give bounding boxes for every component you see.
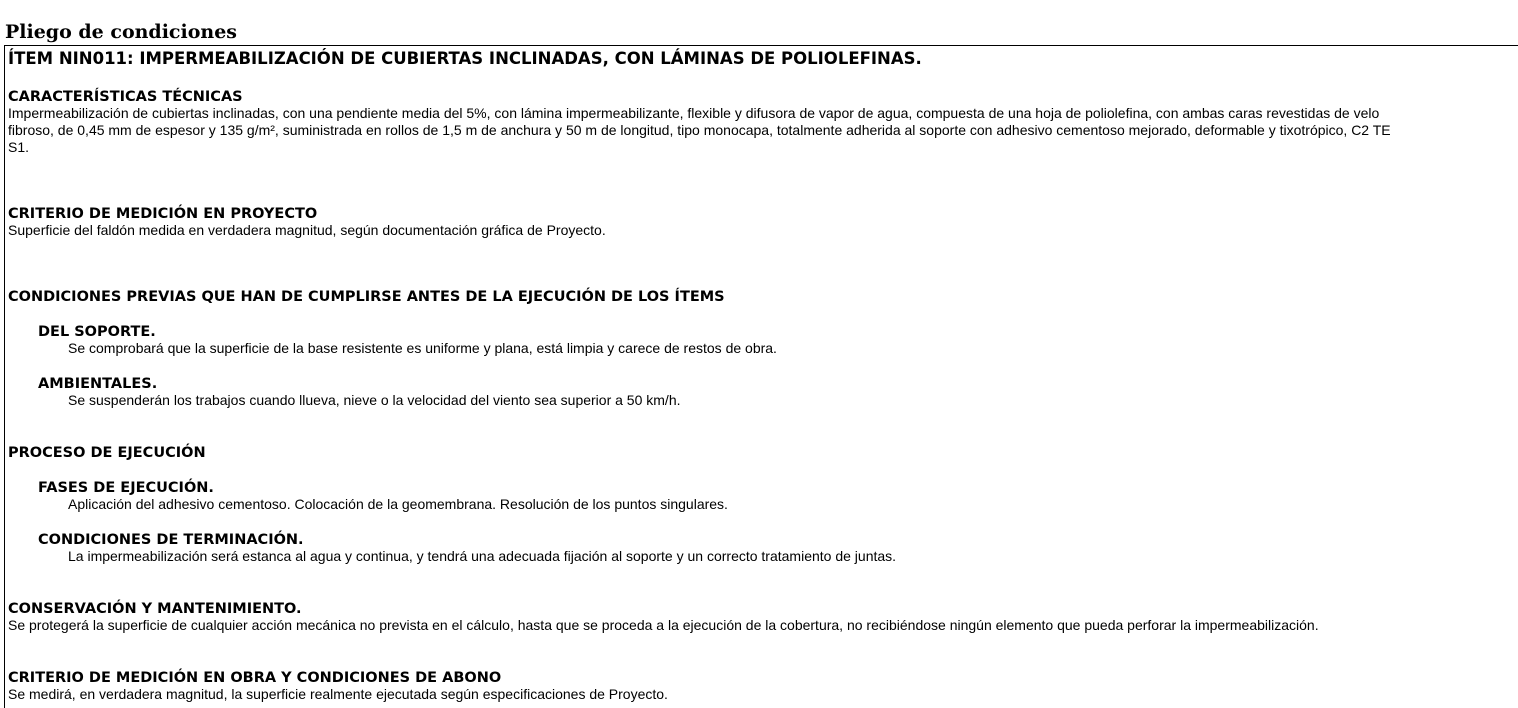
soporte-text: Se comprobará que la superficie de la base resistente es uniforme y plana, está limpia y carece de restos de obra. [68,340,777,356]
section-heading-condiciones-previas: CONDICIONES PREVIAS QUE HAN DE CUMPLIRSE ANTES DE LA EJECUCIÓN DE LOS ÍTEMS [8,289,725,305]
item-title: ÍTEM NIN011: IMPERMEABILIZACIÓN DE CUBIERTAS INCLINADAS, CON LÁMINAS DE POLIOLEFINAS. [8,49,922,68]
conservacion-text: Se protegerá la superficie de cualquier acción mecánica no prevista en el cálculo, hasta que se proceda a la ejecución de la cobertura, no recibiéndose ningún elemento que pueda perforar la impermeabilización. [8,617,1319,633]
criterio-obra-text: Se medirá, en verdadera magnitud, la superficie realmente ejecutada según especificaciones de Proyecto. [8,686,668,702]
page-title: Pliego de condiciones [5,21,237,43]
section-heading-conservacion: CONSERVACIÓN Y MANTENIMIENTO. [8,601,302,617]
fases-text: Aplicación del adhesivo cementoso. Colocación de la geomembrana. Resolución de los puntos singulares. [68,496,728,512]
caracteristicas-line-1: Impermeabilización de cubiertas inclinadas, con una pendiente media del 5%, con lámina impermeabilizante, flexible y difusora de vapor de agua, compuesta de una hoja de poliolefina, con ambas caras revestidas de velo [8,105,1380,121]
criterio-proyecto-text: Superficie del faldón medida en verdadera magnitud, según documentación gráfica de Proyecto. [8,222,606,238]
section-heading-caracteristicas: CARACTERÍSTICAS TÉCNICAS [8,89,243,105]
terminacion-text: La impermeabilización será estanca al agua y continua, y tendrá una adecuada fijación al soporte y un correcto tratamiento de juntas. [68,548,897,564]
subheading-ambientales: AMBIENTALES. [38,376,158,392]
caracteristicas-line-3: S1. [8,139,30,155]
section-heading-criterio-proyecto: CRITERIO DE MEDICIÓN EN PROYECTO [8,206,318,222]
ambientales-text: Se suspenderán los trabajos cuando llueva, nieve o la velocidad del viento sea superior a 50 km/h. [68,392,681,408]
section-heading-proceso: PROCESO DE EJECUCIÓN [8,445,206,461]
section-heading-criterio-obra: CRITERIO DE MEDICIÓN EN OBRA Y CONDICIONES DE ABONO [8,670,502,686]
subheading-fases: FASES DE EJECUCIÓN. [38,480,214,496]
subheading-terminacion: CONDICIONES DE TERMINACIÓN. [38,532,304,548]
subheading-soporte: DEL SOPORTE. [38,324,156,340]
caracteristicas-line-2: fibroso, de 0,45 mm de espesor y 135 g/m², suministrada en rollos de 1,5 m de anchura y 50 m de longitud, tipo monocapa, totalmente adherida al soporte con adhesivo cementoso mejorado, deformable y tixotrópico, C2 TE [8,122,1391,138]
